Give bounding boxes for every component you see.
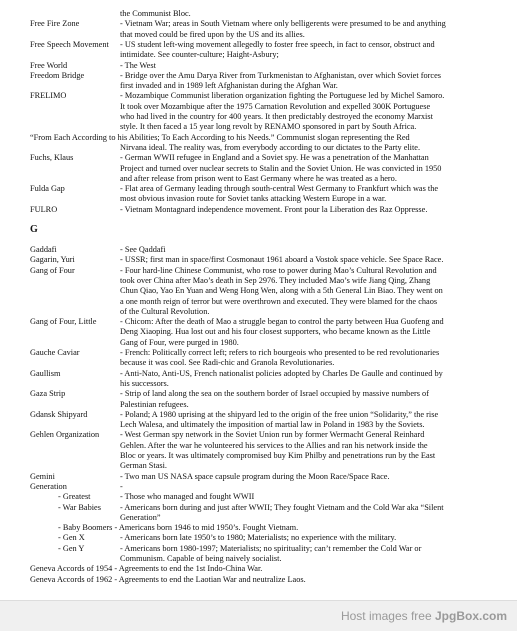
section-letter: G <box>30 224 38 235</box>
watermark-footer <box>0 600 517 631</box>
glossary-definition: Communism. Capable of being naively socialist. <box>120 554 282 563</box>
glossary-definition: - Baby Boomers - Americans born 1946 to mid 1950’s. Fought Vietnam. <box>58 523 299 533</box>
glossary-term: Gang of Four <box>30 265 75 275</box>
glossary-definition: Chun Qiao, Yao En Yuan and Weng Hong Wen, along with a 5th General Lin Biao. They went on <box>120 286 443 296</box>
glossary-definition: - Chicom: After the death of Mao a struggle began to control the party between Hua Guofeng and <box>120 317 444 327</box>
subterm: - Gen X <box>58 533 85 543</box>
glossary-term: FULRO <box>30 204 58 214</box>
glossary-definition: - Strip of land along the sea on the southern border of Israel occupied by massive numbers of <box>120 389 429 399</box>
glossary-definition: - Vietnam War; areas in South Vietnam where only belligerents were presumed to be and anything <box>120 19 446 29</box>
glossary-term: Free World <box>30 60 68 70</box>
glossary-term: Fulda Gap <box>30 184 65 194</box>
glossary-definition: the Communist Bloc. <box>120 9 191 18</box>
watermark-prefix: Host images free <box>340 609 435 623</box>
glossary-definition: - Mozambique Communist liberation organization fighting the Portuguese led by Michel Samoro. <box>120 91 445 101</box>
glossary-definition: and after release from prison went to East Germany where he was treated as a hero. <box>120 173 397 183</box>
glossary-term: FRELIMO <box>30 91 67 101</box>
glossary-definition: first invaded and in 1989 left Afghanistan during the Afghan War. <box>120 81 338 91</box>
glossary-definition: took over China after Mao’s death in Sep 2976. They included Mao’s wife Jiang Qing, Zhang <box>120 275 431 285</box>
glossary-term: Gauche Caviar <box>30 348 80 357</box>
glossary-definition: Bloc or years. It was ultimately compromised buy Kim Philby and penetrations run by the East <box>120 451 436 460</box>
glossary-definition: - Flat area of Germany leading through south-central West Germany to Frankfurt which was the <box>120 184 439 194</box>
glossary-definition: Project and turned over nuclear secrets to Stalin and the Soviet Union. He was convicted in 1950 <box>120 163 442 173</box>
glossary-term: Gehlen Organization <box>30 430 100 440</box>
glossary-definition: - See Qaddafi <box>120 245 166 254</box>
glossary-term: Gaullism <box>30 368 61 378</box>
glossary-definition: - The West <box>120 60 156 70</box>
glossary-definition: - USSR; first man in space/first Cosmonaut 1961 aboard a Vostok space vehicle. See Space Race. <box>120 255 444 265</box>
glossary-definition: Geneva Accords of 1962 - Agreements to end the Laotian War and neutralize Laos. <box>30 574 306 584</box>
glossary-definition: - West German spy network in the Soviet Union run by former Wermacht General Reinhard <box>120 430 425 440</box>
glossary-definition: style. It then faced a 15 year long revolt by RENAMO sponsored in part by South Africa. <box>120 122 417 132</box>
glossary-definition: - Vietnam Montagnard independence movement. Front pour la Liberation des Raz Oppresse. <box>120 204 428 214</box>
glossary-definition: - Americans born during and just after WWII; They fought Vietnam and the Cold War aka “Silent <box>120 502 444 512</box>
glossary-definition: who had lived in the country for 400 years. It then predictably destroyed the economy Marxist <box>120 112 433 121</box>
glossary-term: Gagarin, Yuri <box>30 255 75 265</box>
glossary-definition: Gang of Four, were purged in 1980. <box>120 337 239 347</box>
glossary-definition: “From Each According to his Abilities; To Each According to his Needs.” Communist slogan representing the Red <box>30 132 410 142</box>
glossary-definition: - Bridge over the Amu Darya River from Turkmenistan to Afghanistan, over which Soviet forces <box>120 70 441 80</box>
glossary-term: Free Speech Movement <box>30 39 109 49</box>
glossary-definition: - Four hard-line Chinese Communist, who rose to power during Mao’s Cultural Revolution and <box>120 265 437 275</box>
glossary-term: Gemini <box>30 471 55 481</box>
glossary-term: Gaza Strip <box>30 389 66 399</box>
glossary-definition: - Poland; A 1980 uprising at the shipyard led to the origin of the free union “Solidarity,” the rise <box>120 409 439 419</box>
glossary-definition: Generation” <box>120 512 161 522</box>
glossary-definition: a one month reign of terror but were overthrown and executed. They were blamed for the chaos <box>120 296 438 306</box>
glossary-definition: of the Cultural Revolution. <box>120 306 210 316</box>
watermark-text <box>341 609 507 623</box>
glossary-term: Free Fire Zone <box>30 19 80 29</box>
glossary-term: Fuchs, Klaus <box>30 153 74 163</box>
glossary-definition: - Americans born late 1950’s to 1980; Materialists; no experience with the military. <box>120 533 397 543</box>
glossary-definition: - Those who managed and fought WWII <box>120 492 255 502</box>
glossary-definition: - Americans born 1980-1997; Materialists; no spirituality; can’t remember the Cold War or <box>120 543 422 553</box>
glossary-definition: - <box>120 481 123 491</box>
glossary-definition: most obvious invasion route for Soviet tanks attacking Western Europe in a war. <box>120 194 387 204</box>
subterm: - Gen Y <box>58 543 85 553</box>
glossary-definition: Nirvana ideal. The reality was, from everybody according to our dictates to the Party elite. <box>120 142 421 152</box>
watermark-brand[interactable]: JpgBox.com <box>434 609 507 623</box>
subterm: - War Babies <box>58 502 101 512</box>
glossary-term: Gang of Four, Little <box>30 317 97 327</box>
glossary-definition: It took over Mozambique after the 1975 Carnation Revolution and expelled 300K Portuguese <box>120 101 431 111</box>
subterm: - Greatest <box>58 492 91 502</box>
glossary-term: Generation <box>30 481 67 491</box>
glossary-definition: Geneva Accords of 1954 - Agreements to end the 1st Indo-China War. <box>30 564 263 574</box>
glossary-definition: that moved could be fired upon by the US and its allies. <box>120 29 305 39</box>
glossary-definition: - US student left-wing movement allegedly to foster free speech, in fact to censor, obstruct and <box>120 39 435 49</box>
glossary-definition: German Stasi. <box>120 461 168 471</box>
glossary-definition: Deng Xiaoping. Hua lost out and his four closest supporters, who became known as the Little <box>120 327 431 337</box>
glossary-definition: - Anti-Nato, Anti-US, French nationalist policies adopted by Charles De Gaulle and continued by <box>120 368 443 378</box>
glossary-definition: intimidate. See counter-culture; Haight-Asbury; <box>120 50 279 60</box>
glossary-definition: - French: Politically correct left; refers to rich bourgeois who presented to be red revolutionaries <box>120 348 440 357</box>
glossary-definition: Gehlen. After the war he volunteered his services to the Allies and ran his network inside the <box>120 440 428 450</box>
glossary-definition: Lech Walesa, and ultimately the imposition of martial law in Poland in 1983 by the Soviets. <box>120 420 425 430</box>
glossary-definition: because it was cool. See Radi-chic and Granola Revolutionaries. <box>120 358 335 368</box>
glossary-term: Freedom Bridge <box>30 70 85 80</box>
glossary-definition: Palestinian refugees. <box>120 399 189 409</box>
glossary-definition: - Two man US NASA space capsule program during the Moon Race/Space Race. <box>120 471 390 481</box>
glossary-term: Gdansk Shipyard <box>30 409 88 419</box>
glossary-definition: his successors. <box>120 378 169 388</box>
glossary-term: Gaddafi <box>30 245 57 254</box>
glossary-definition: - German WWII refugee in England and a Soviet spy. He was a penetration of the Manhattan <box>120 153 429 163</box>
